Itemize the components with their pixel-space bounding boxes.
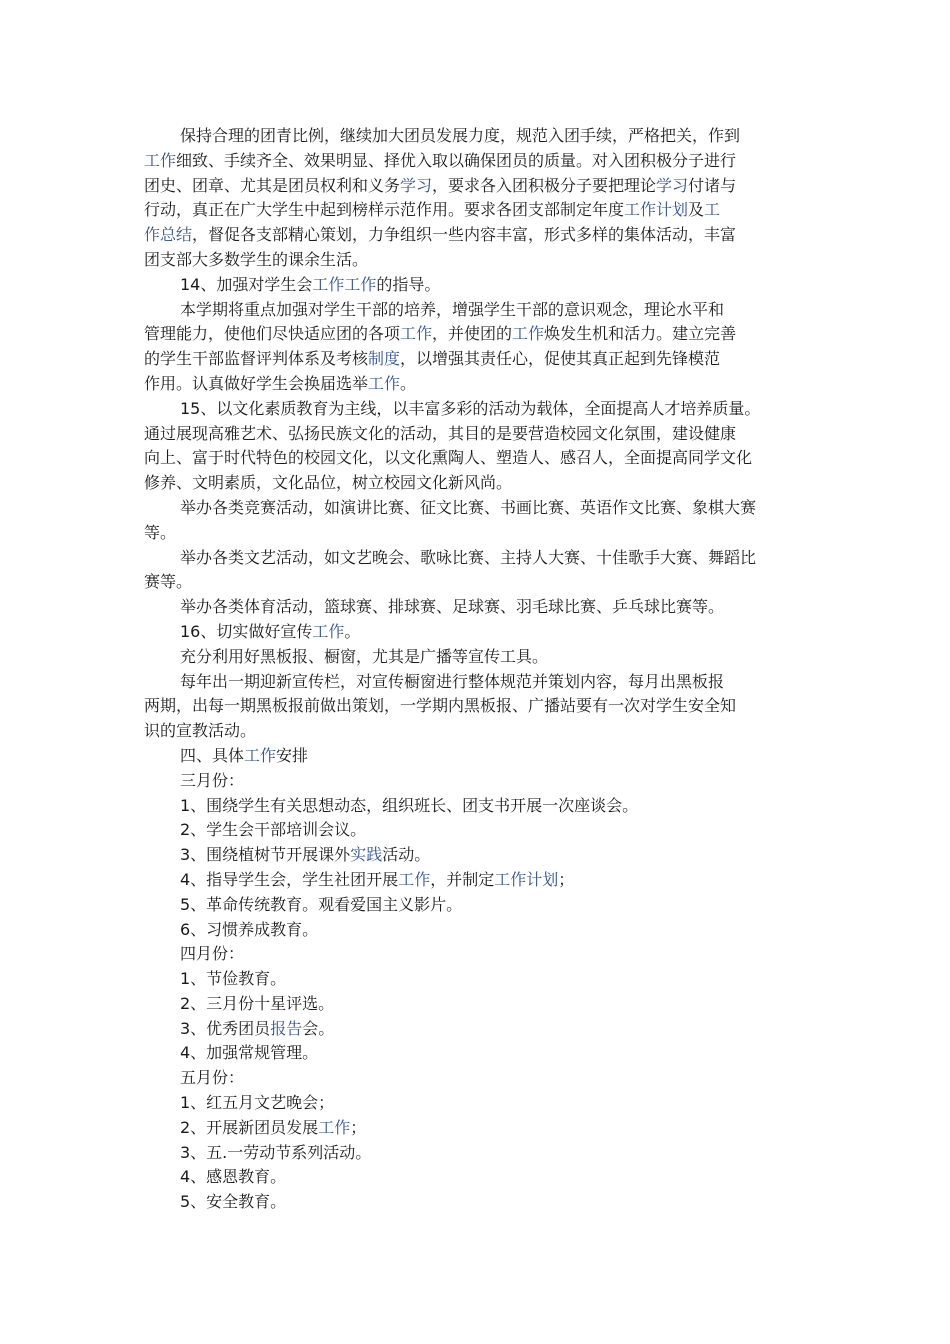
text-run: 1、红五月文艺晚会；: [180, 1093, 335, 1113]
text-line: [144, 372, 814, 397]
text-run: ，并制定: [430, 869, 495, 889]
text-run: 每年出一期迎新宣传栏，对宣传橱窗进行整体规范并策划内容，每月出黑板报: [180, 671, 725, 691]
text-run: 五月份：: [180, 1068, 245, 1088]
text-run: 四、具体: [180, 745, 245, 765]
text-line: [144, 992, 814, 1017]
keyword-link[interactable]: 工作计划: [624, 200, 689, 220]
text-run: 等。: [144, 522, 177, 542]
text-run: 团支部大多数学生的课余生活。: [144, 249, 369, 269]
text-line: [144, 496, 814, 521]
text-line: [144, 1116, 814, 1141]
text-run: 两期，出每一期黑板报前做出策划，一学期内黑板报、广播站要有一次对学生安全知: [144, 696, 737, 716]
text-run: 会。: [302, 1018, 335, 1038]
text-line: [144, 893, 814, 918]
text-run: 充分利用好黑板报、橱窗，尤其是广播等宣传工具。: [180, 646, 549, 666]
text-run: 15、以文化素质教育为主线，以丰富多彩的活动为载体，全面提高人才培养质量。: [180, 398, 761, 418]
text-run: 3、优秀团员: [180, 1018, 271, 1038]
text-run: 团史、团章、尤其是团员权利和义务: [144, 175, 401, 195]
text-line: [144, 942, 814, 967]
text-line: [144, 794, 814, 819]
text-line: [144, 124, 814, 149]
text-run: 举办各类体育活动，篮球赛、排球赛、足球赛、羽毛球比赛、乒乓球比赛等。: [180, 597, 725, 617]
text-run: 及: [688, 200, 705, 220]
text-line: [144, 1141, 814, 1166]
text-line: [144, 174, 814, 199]
text-run: 四月份：: [180, 944, 245, 964]
text-line: [144, 223, 814, 248]
text-line: [144, 645, 814, 670]
keyword-link[interactable]: 工作: [512, 324, 545, 344]
text-run: 4、感恩教育。: [180, 1167, 287, 1187]
text-run: 14、加强对学生会: [180, 274, 313, 294]
text-run: 的指导。: [376, 274, 441, 294]
text-run: 向上、富于时代特色的校园文化，以文化熏陶人、塑造人、感召人，全面提高同学文化: [144, 448, 753, 468]
text-line: [144, 967, 814, 992]
text-line: [144, 1190, 814, 1215]
keyword-link[interactable]: 工作: [368, 373, 401, 393]
text-line: [144, 769, 814, 794]
text-line: [144, 546, 814, 571]
text-run: 作用。认真做好学生会换届选举: [144, 373, 369, 393]
keyword-link[interactable]: 工作: [398, 869, 431, 889]
keyword-link[interactable]: 报告: [270, 1018, 303, 1038]
text-line: [144, 918, 814, 943]
text-line: [144, 868, 814, 893]
keyword-link[interactable]: 工作: [312, 621, 345, 641]
keyword-link[interactable]: 学习: [656, 175, 689, 195]
text-run: ，以增强其责任心，促使其真正起到先锋模范: [400, 349, 721, 369]
text-line: [144, 422, 814, 447]
text-run: 1、围绕学生有关思想动态，组织班长、团支书开展一次座谈会。: [180, 795, 639, 815]
keyword-link[interactable]: 工: [704, 200, 721, 220]
text-run: ，并使团的: [432, 324, 513, 344]
text-run: 保持合理的团青比例，继续加大团员发展力度，规范入团手续，严格把关，作到: [180, 126, 741, 145]
text-run: 1、节俭教育。: [180, 969, 287, 989]
text-run: 修养、文明素质，文化品位，树立校园文化新风尚。: [144, 473, 513, 493]
keyword-link[interactable]: 工作: [400, 324, 433, 344]
text-line: [144, 198, 814, 223]
text-run: 识的宣教活动。: [144, 721, 257, 741]
text-run: 2、学生会干部培训会议。: [180, 820, 367, 840]
text-run: 6、习惯养成教育。: [180, 919, 319, 939]
text-line: [144, 397, 814, 422]
text-run: 5、革命传统教育。观看爱国主义影片。: [180, 894, 463, 914]
text-run: 管理能力，使他们尽快适应团的各项: [144, 324, 401, 344]
text-line: [144, 1091, 814, 1116]
text-line: [144, 149, 814, 174]
text-line: [144, 719, 814, 744]
document-body: [144, 124, 814, 1215]
text-line: [144, 298, 814, 323]
text-line: [144, 248, 814, 273]
keyword-link[interactable]: 作总结: [144, 225, 193, 245]
text-line: [144, 1066, 814, 1091]
text-line: [144, 843, 814, 868]
text-line: [144, 570, 814, 595]
text-line: [144, 620, 814, 645]
text-run: 。: [344, 621, 361, 641]
text-line: [144, 471, 814, 496]
text-line: [144, 595, 814, 620]
text-run: 本学期将重点加强对学生干部的培养，增强学生干部的意识观念，理论水平和: [180, 299, 725, 319]
text-run: 4、指导学生会，学生社团开展: [180, 869, 399, 889]
text-line: [144, 521, 814, 546]
text-run: 。: [400, 373, 417, 393]
text-run: 举办各类竞赛活动，如演讲比赛、征文比赛、书画比赛、英语作文比赛、象棋大赛: [180, 497, 757, 517]
text-run: 3、五.一劳动节系列活动。: [180, 1142, 372, 1162]
text-run: 5、安全教育。: [180, 1192, 287, 1212]
text-run: 2、开展新团员发展: [180, 1117, 319, 1137]
keyword-link[interactable]: 工作: [318, 1117, 351, 1137]
text-run: 4、加强常规管理。: [180, 1043, 319, 1063]
text-line: [144, 322, 814, 347]
text-run: ，督促各支部精心策划，力争组织一些内容丰富，形式多样的集体活动，丰富: [192, 225, 737, 245]
text-line: [144, 818, 814, 843]
text-line: [144, 744, 814, 769]
text-run: 的学生干部监督评判体系及考核: [144, 349, 369, 369]
text-run: 2、三月份十星评选。: [180, 993, 335, 1013]
text-line: [144, 1041, 814, 1066]
text-line: [144, 1165, 814, 1190]
text-line: [144, 694, 814, 719]
text-run: 行动，真正在广大学生中起到榜样示范作用。要求各团支部制定年度: [144, 200, 625, 220]
text-line: [144, 347, 814, 372]
keyword-link[interactable]: 学习: [400, 175, 433, 195]
text-run: 焕发生机和活力。建立完善: [544, 324, 737, 344]
text-line: [144, 670, 814, 695]
text-run: 3、围绕植树节开展课外: [180, 845, 351, 865]
text-run: 赛等。: [144, 572, 193, 592]
text-run: 16、切实做好宣传: [180, 621, 313, 641]
keyword-link[interactable]: 工作计划: [494, 869, 559, 889]
text-run: 活动。: [382, 845, 431, 865]
text-run: 举办各类文艺活动，如文艺晚会、歌咏比赛、主持人大赛、十佳歌手大赛、舞蹈比: [180, 547, 757, 567]
text-run: 三月份：: [180, 770, 245, 790]
text-line: [144, 446, 814, 471]
text-run: ；: [558, 869, 575, 889]
keyword-link[interactable]: 实践: [350, 845, 383, 865]
text-run: ，要求各入团积极分子要把理论: [432, 175, 657, 195]
text-line: [144, 1017, 814, 1042]
text-run: 细致、手续齐全、效果明显、择优入取以确保团员的质量。对入团积极分子进行: [176, 150, 737, 170]
text-run: 通过展现高雅艺术、弘扬民族文化的活动，其目的是要营造校园文化氛围，建设健康: [144, 423, 737, 443]
keyword-link[interactable]: 工作工作: [312, 274, 377, 294]
keyword-link[interactable]: 工作: [144, 150, 177, 170]
text-run: ；: [350, 1117, 367, 1137]
text-line: [144, 273, 814, 298]
text-run: 安排: [276, 745, 309, 765]
keyword-link[interactable]: 工作: [244, 745, 277, 765]
text-run: 付诸与: [688, 175, 737, 195]
keyword-link[interactable]: 制度: [368, 349, 401, 369]
